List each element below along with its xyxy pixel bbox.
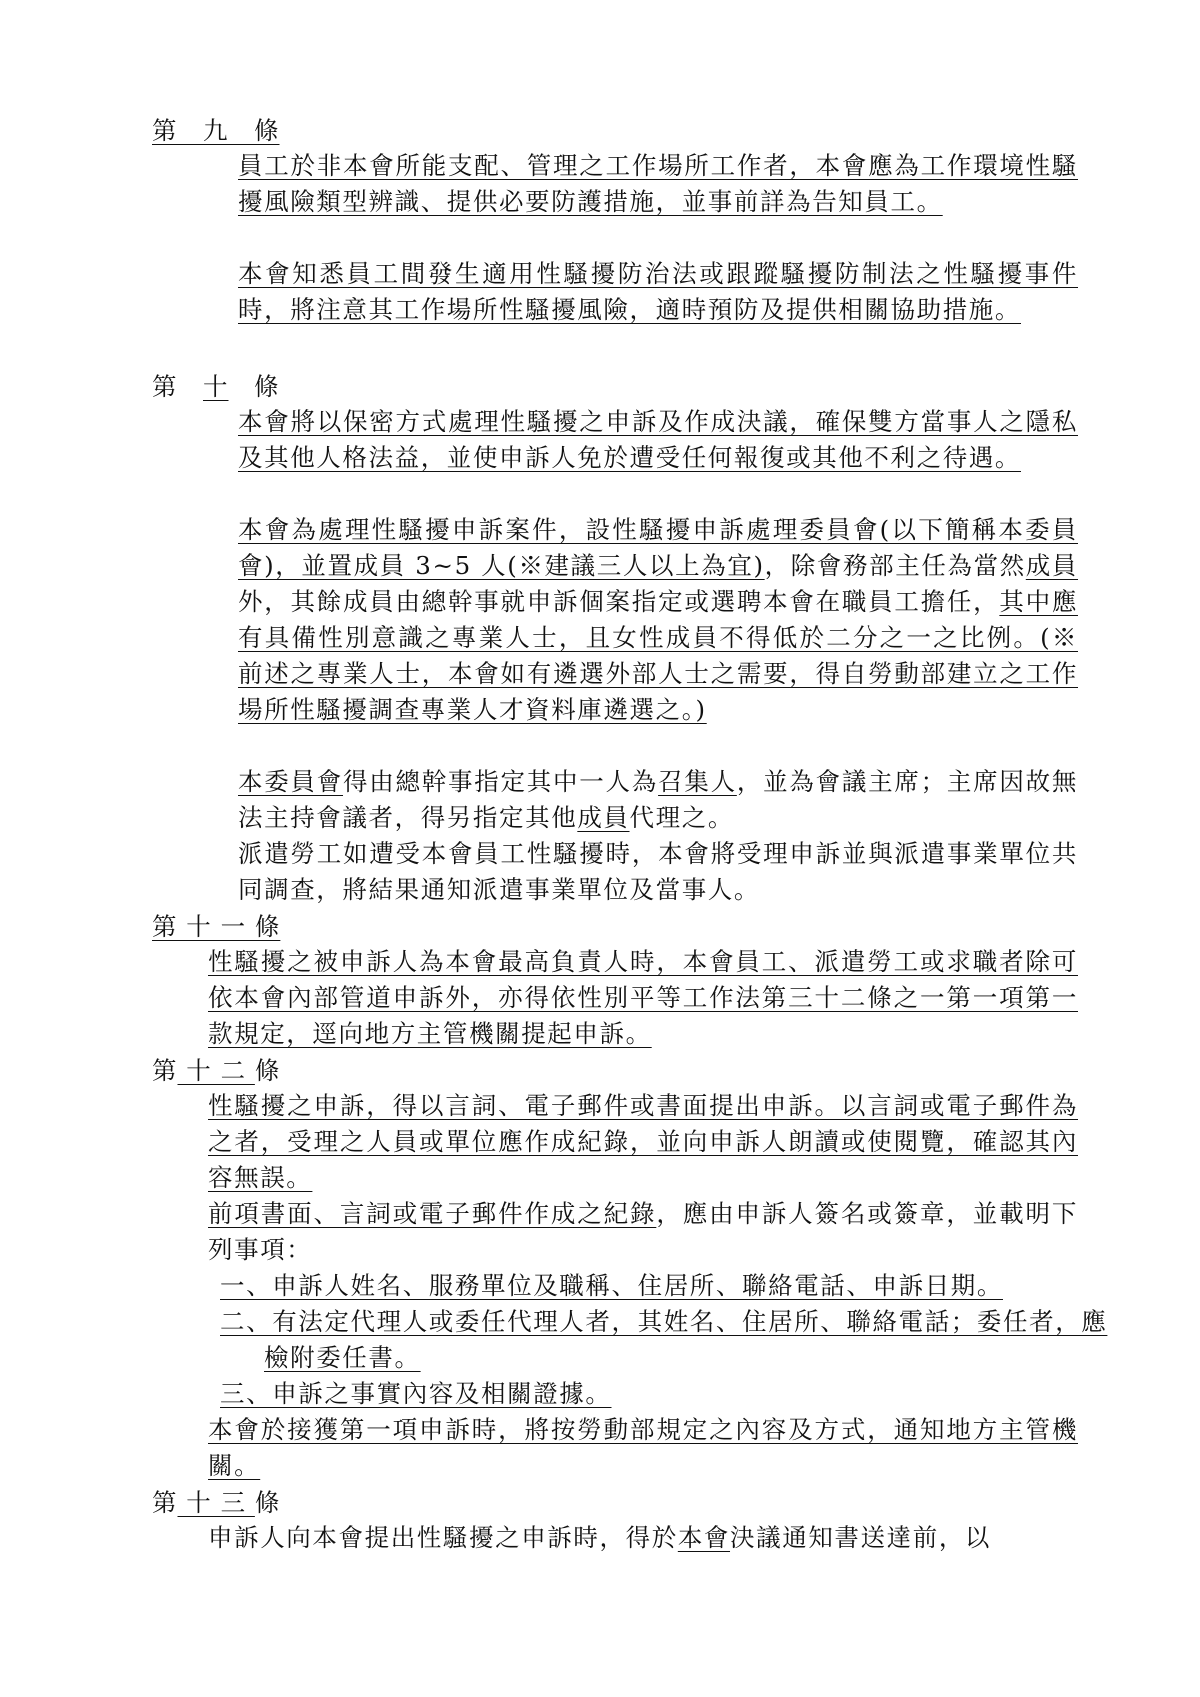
article-12-paragraph-1: 性騷擾之申訴，得以言詞、電子郵件或書面提出申訴。以言詞或電子郵件為之者，受理之人員或單位應作成紀錄，並向申訴人朗讀或使閱覽，確認其內容無誤。 <box>208 1091 1078 1192</box>
article-10-title: 第 十 條 <box>152 372 280 401</box>
article-11-title: 第 十 一 條 <box>152 912 281 941</box>
article-12-list-item-2: 二、有法定代理人或委任代理人者，其姓名、住居所、聯絡電話；委任者，應檢附委任書。 <box>220 1307 1108 1372</box>
article-10-paragraph-4: 派遣勞工如遭受本會員工性騷擾時，本會將受理申訴並與派遣事業單位共同調查，將結果通知派遣事業單位及當事人。 <box>238 839 1078 904</box>
article-12-title: 第 十 二 條 <box>152 1056 281 1085</box>
article-10-paragraph-3: 本委員會得由總幹事指定其中一人為召集人，並為會議主席；主席因故無法主持會議者，得另指定其他成員代理之。 <box>238 767 1078 832</box>
article-13-paragraph-1: 申訴人向本會提出性騷擾之申訴時，得於本會決議通知書送達前，以 <box>208 1523 992 1552</box>
article-9-paragraph-2: 本會知悉員工間發生適用性騷擾防治法或跟蹤騷擾防制法之性騷擾事件時，將注意其工作場所性騷擾風險，適時預防及提供相關協助措施。 <box>238 259 1078 324</box>
article-12-list-item-3: 三、申訴之事實內容及相關證據。 <box>220 1379 612 1408</box>
article-12-paragraph-2: 前項書面、言詞或電子郵件作成之紀錄，應由申訴人簽名或簽章，並載明下列事項： <box>208 1199 1078 1264</box>
article-10-paragraph-1: 本會將以保密方式處理性騷擾之申訴及作成決議，確保雙方當事人之隱私及其他人格法益，並使申訴人免於遭受任何報復或其他不利之待遇。 <box>238 407 1078 472</box>
article-9-title: 第 九 條 <box>152 116 280 145</box>
article-12-paragraph-3: 本會於接獲第一項申訴時，將按勞動部規定之內容及方式，通知地方主管機關。 <box>208 1415 1078 1480</box>
article-11-paragraph-1: 性騷擾之被申訴人為本會最高負責人時，本會員工、派遣勞工或求職者除可依本會內部管道申訴外，亦得依性別平等工作法第三十二條之一第一項第一款規定，逕向地方主管機關提起申訴。 <box>208 947 1078 1048</box>
article-10-paragraph-2: 本會為處理性騷擾申訴案件，設性騷擾申訴處理委員會(以下簡稱本委員會)，並置成員 3~5 人(※建議三人以上為宜)，除會務部主任為當然成員外，其餘成員由總幹事就申訴個案指定或選聘本會在職員工擔任，其中應有具備性別意識之專業人士，且女性成員不得低於二分之一之比例。(※前述之專業人士，本會如有遴選外部人士之需要，得自勞動部建立之工作場所性騷擾調查專業人才資料庫遴選之。) <box>238 515 1079 724</box>
article-9-paragraph-1: 員工於非本會所能支配、管理之工作場所工作者，本會應為工作環境性騷擾風險類型辨識、提供必要防護措施，並事前詳為告知員工。 <box>238 151 1078 216</box>
article-13-title: 第 十 三 條 <box>152 1488 281 1517</box>
article-12-list-item-1: 一、申訴人姓名、服務單位及職稱、住居所、聯絡電話、申訴日期。 <box>220 1271 1003 1300</box>
